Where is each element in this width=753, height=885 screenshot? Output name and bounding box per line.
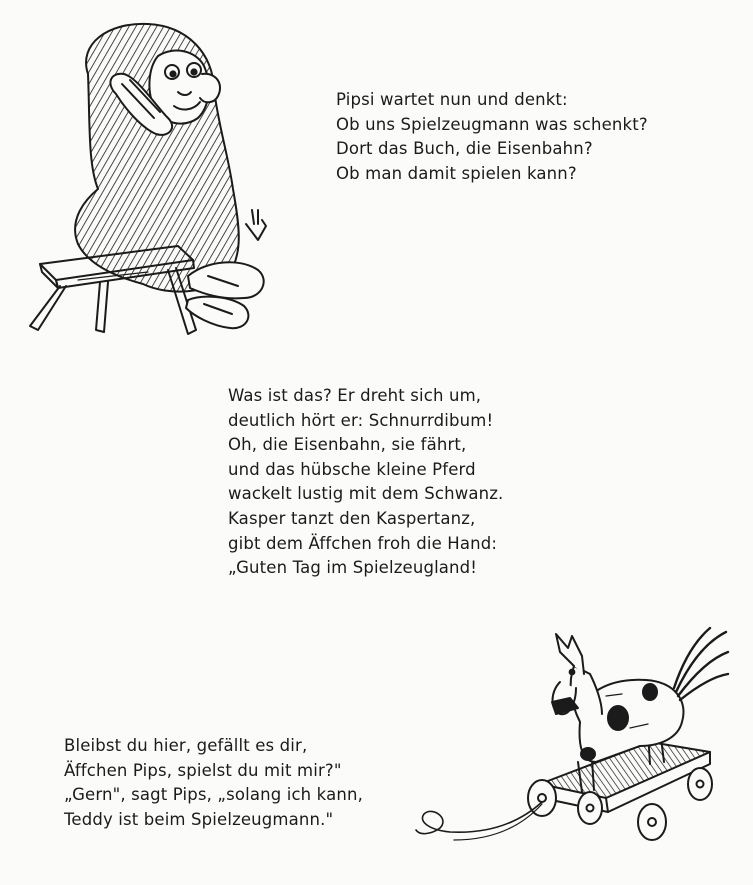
monkey-on-stool-illustration [18,14,278,344]
poem-line: und das hübsche kleine Pferd [228,459,476,479]
poem-line: gibt dem Äffchen froh die Hand: [228,533,498,553]
poem-line: Pipsi wartet nun und denkt: [336,90,568,109]
poem-line: Was ist das? Er dreht sich um, [228,386,482,405]
poem-line: Oh, die Eisenbahn, sie fährt, [228,435,467,455]
poem-stanza-2 [228,384,503,581]
poem-line: Dort das Buch, die Eisenbahn? [336,139,593,159]
poem-line: „Gern", sagt Pips, „solang ich kann, [64,785,363,805]
poem-line: Teddy ist beim Spielzeugmann." [64,809,334,829]
poem-line: wackelt lustig mit dem Schwanz. [228,484,504,504]
poem-stanza-3 [64,734,363,832]
poem-line: „Guten Tag im Spielzeugland! [228,558,478,578]
poem-line: Ob uns Spielzeugmann was schenkt? [336,114,648,134]
poem-line: Äffchen Pips, spielst du mit mir?" [64,760,342,780]
poem-line: Bleibst du hier, gefällt es dir, [64,736,308,755]
poem-line: deutlich hört er: Schnurrdibum! [228,410,494,430]
poem-stanza-1 [336,88,648,186]
wooden-pull-horse-illustration [410,622,730,862]
poem-line: Ob man damit spielen kann? [336,163,577,183]
poem-line: Kasper tanzt den Kaspertanz, [228,508,476,528]
